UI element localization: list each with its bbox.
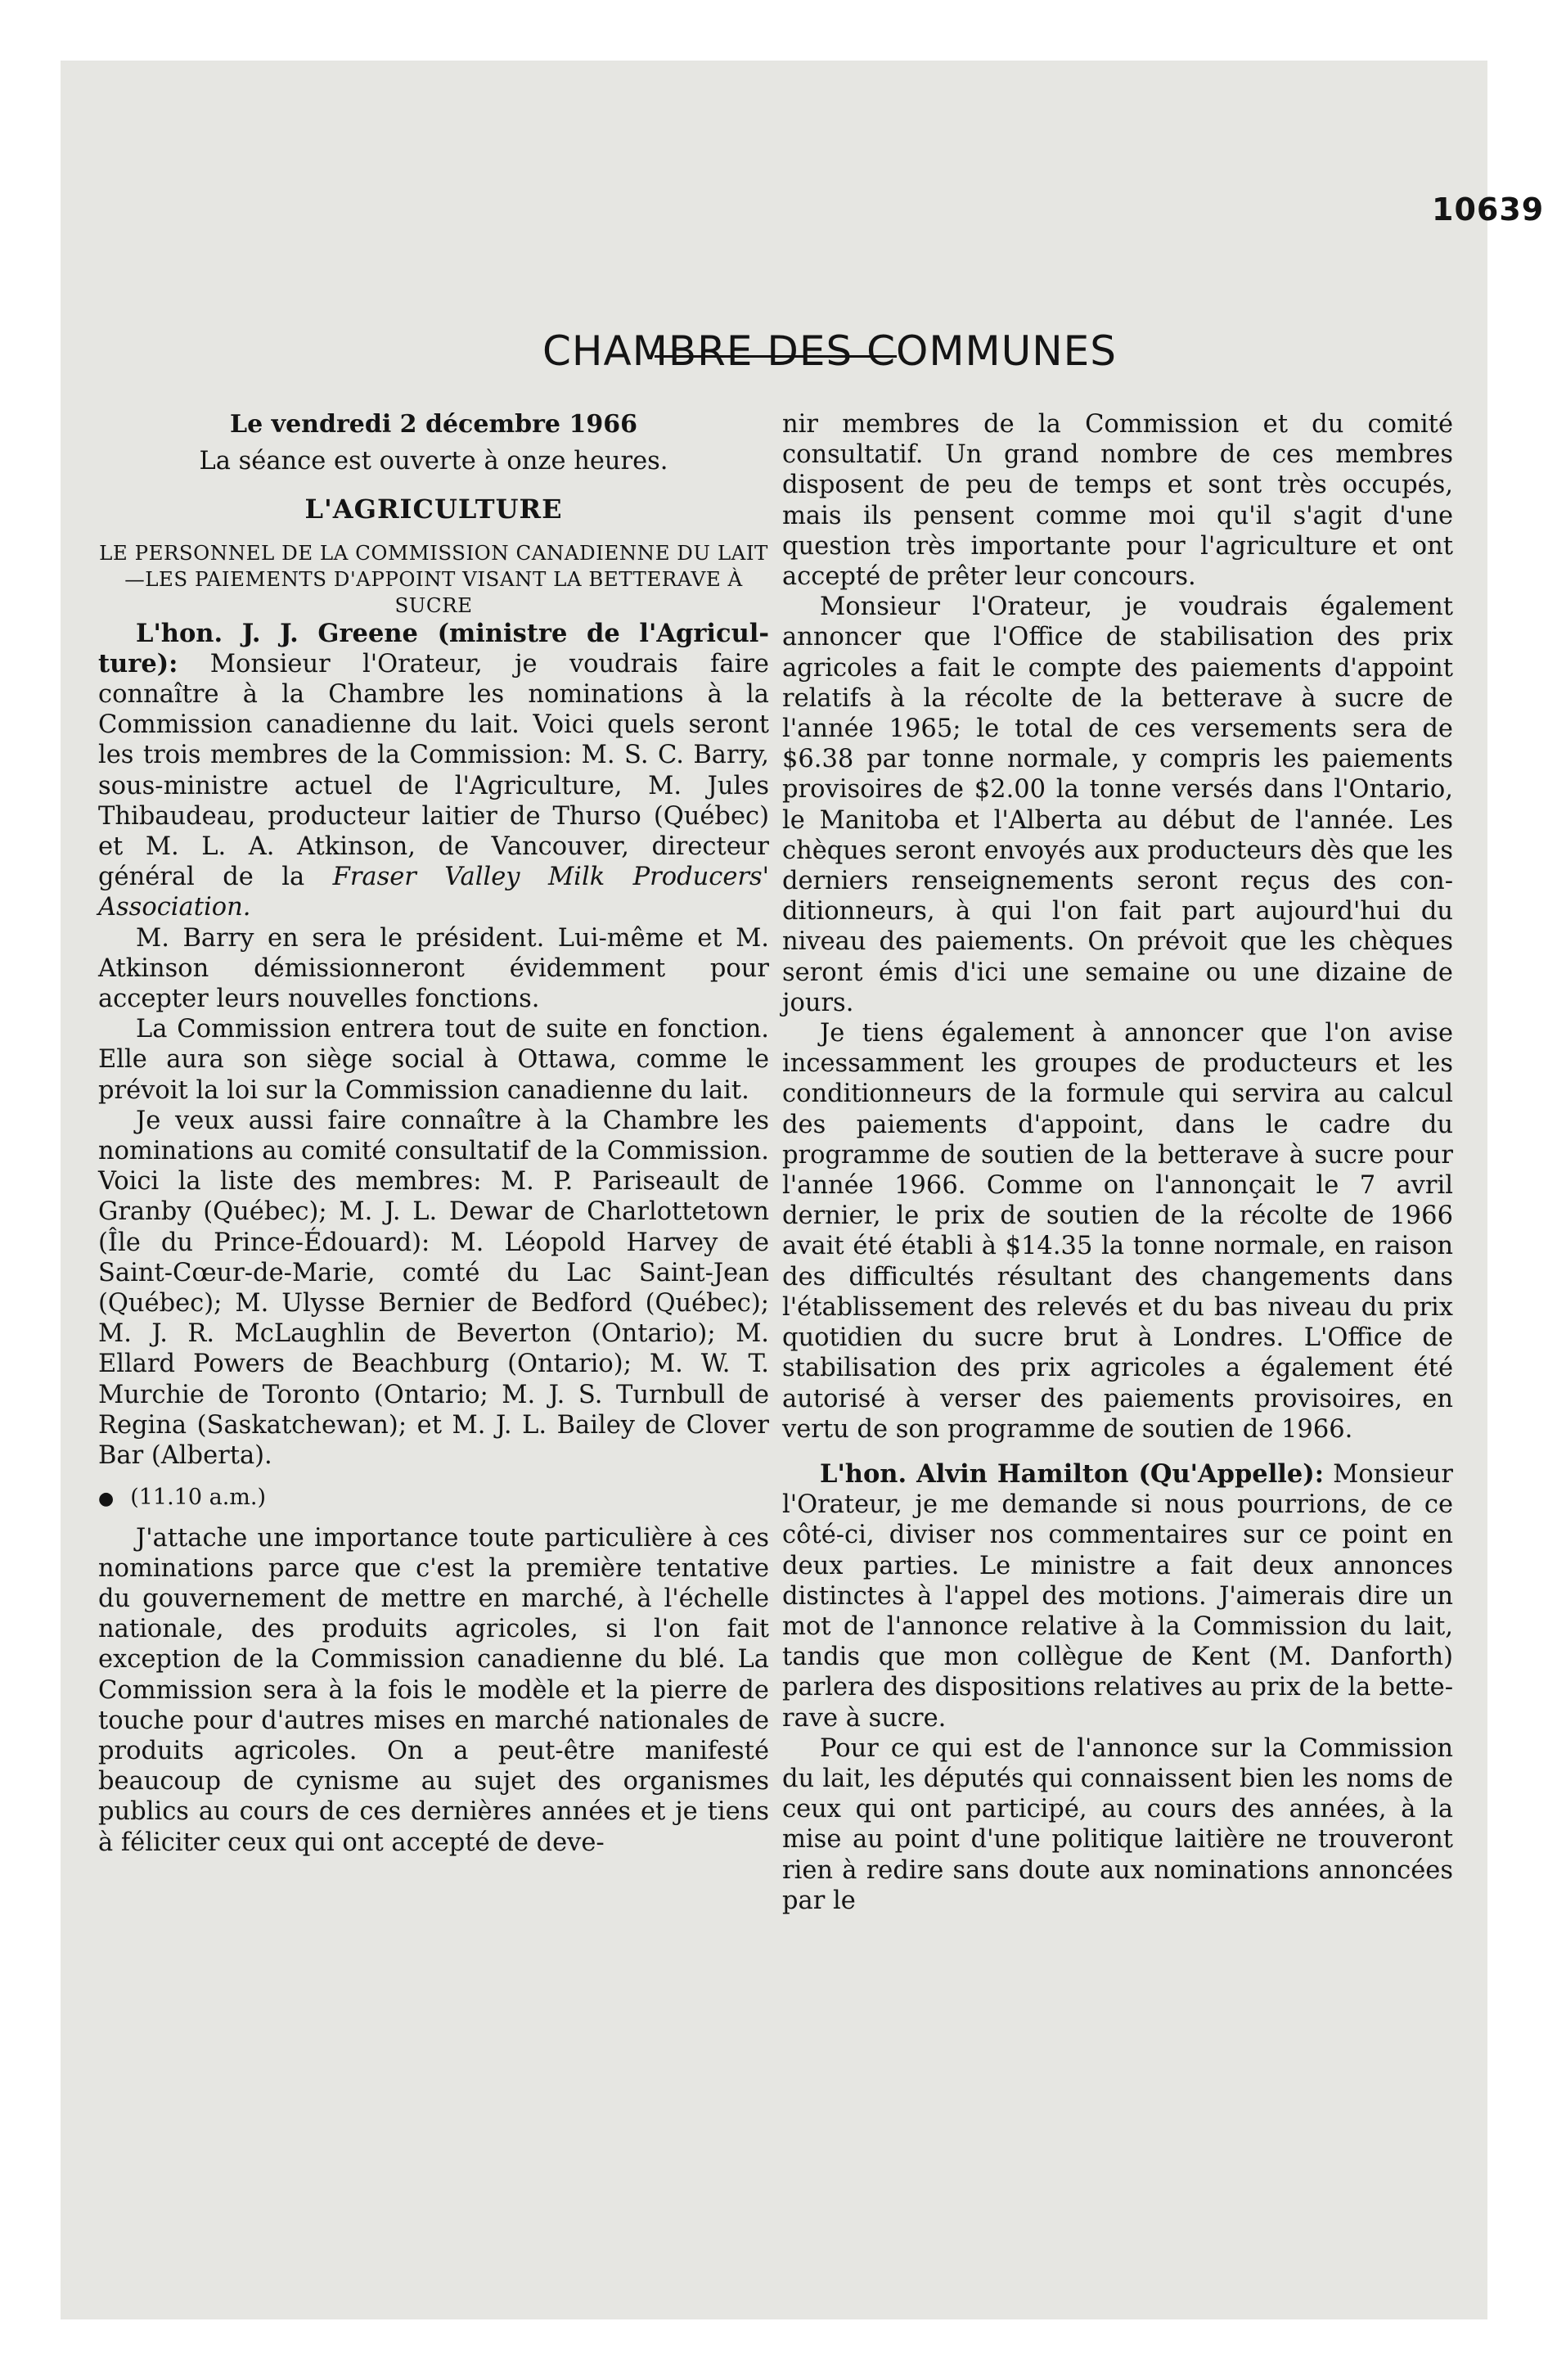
- masthead-title: CHAMBRE DES COMMUNES: [542, 327, 1117, 375]
- association-name: Fraser Valley Milk Producers' Association.: [98, 863, 769, 922]
- section-subheading: LE PERSONNEL DE LA COMMISSION CANADIENNE DU LAIT—LES PAIEMENTS D'APPOINT VISANT LA BETTERAVE À SUCRE: [99, 540, 768, 617]
- paragraph-text: Monsieur l'Orateur, je voudrais faire connaître à la Chambre les nominations à la Commission canadienne du lait. Voici quels seront les trois membres de la Commission: M. S. C. Barry, sous-ministre actuel de l'Agriculture, M. Jules Thibaudeau, producteur laitier de Thurso (Québec) et M. L. A. Atkinson, de Vancouver, directeur général de la: [98, 649, 769, 892]
- speech-paragraph: Je tiens également à annoncer que l'on avise incessamment les groupes de producteurs et les conditionneurs de la formule qui servira au calcul des paiements d'appoint, dans le cadre du programme de soutien de la betterave à sucre pour l'année 1966. Comme on l'annonçait le 7 avril dernier, le prix de soutien de la récolte de 1966 avait été établi à $14.35 la tonne normale, en raison des difficultés résultant des changements dans l'établissement des relevés et du bas niveau du prix quotidien du sucre brut à Londres. L'Office de stabilisation des prix agricoles a également été autorisé à verser des paiements provisoires, en vertu de son programme de soutien de 1966.: [782, 1019, 1453, 1444]
- page-number: 10639: [1432, 192, 1545, 228]
- paragraph-text: Monsieur l'Orateur, je me demande si nous pourrions, de ce côté-ci, diviser nos commentaires sur ce point en deux parties. Le ministre a fait deux annonces distinctes à l'appel des motions. J'aimerais dire un mot de l'annonce relative à la Commission du lait, tandis que mon collègue de Kent (M. Danforth) parlera des dispositions relatives au prix de la betterave à sucre.: [782, 1459, 1453, 1733]
- speech-paragraph: [782, 1459, 1453, 1733]
- speaker-name: L'hon. J. J. Greene (ministre de l'Agriculture):: [98, 618, 769, 678]
- time-stamp-text: (11.10 a.m.): [130, 1485, 267, 1511]
- speech-paragraph: [98, 619, 769, 923]
- speaker-name: L'hon. Alvin Hamilton (Qu'Appelle):: [820, 1458, 1324, 1489]
- speech-paragraph: nir membres de la Commission et du comité consultatif. Un grand nombre de ces membres disposent de peu de temps et sont très occupés, mais ils pensent comme moi qu'il s'agit d'une question très importante pour l'agriculture et ont accepté de prêter leur concours.: [782, 410, 1453, 592]
- speech-paragraph: La Commission entrera tout de suite en fonction. Elle aura son siège social à Ottawa, comme le prévoit la loi sur la Commission canadienne du lait.: [98, 1015, 769, 1105]
- right-column: [782, 409, 1453, 1916]
- left-column: [98, 409, 769, 1858]
- time-stamp: [98, 1482, 769, 1514]
- bullet-icon: ●: [98, 1489, 115, 1510]
- sitting-date: Le vendredi 2 décembre 1966: [230, 410, 637, 439]
- masthead-rule: [655, 355, 897, 358]
- speech-paragraph: Pour ce qui est de l'annonce sur la Commission du lait, les députés qui connaissent bien les noms de ceux qui ont participé, au cours des années, à la mise au point d'une politique laitière ne trouveront rien à redire sans doute aux nominations annoncées par le: [782, 1733, 1453, 1915]
- sitting-opening: La séance est ouverte à onze heures.: [199, 447, 668, 476]
- section-heading: L'AGRICULTURE: [304, 494, 563, 525]
- speech-paragraph: M. Barry en sera le président. Lui-même et M. Atkinson démissionneront évidemment pour accepter leurs nouvelles fonctions.: [98, 923, 769, 1014]
- speech-paragraph: Je veux aussi faire connaître à la Chambre les nominations au comité consultatif de la Commission. Voici la liste des membres: M. P. Pariseault de Granby (Québec); M. J. L. Dewar de Charlottetown (Île du Prince-Édouard): M. Léopold Harvey de Saint-Cœur-de-Marie, comté du Lac Saint-Jean (Québec); M. Ulysse Bernier de Bedford (Québec); M. J. R. McLaughlin de Beverton (Ontario); M. Ellard Powers de Beachburg (Ontario); M. W. T. Murchie de Toronto (Ontario; M. J. S. Turnbull de Regina (Saskatchewan); et M. J. L. Bailey de Clover Bar (Alberta).: [98, 1106, 769, 1471]
- speech-paragraph: J'attache une importance toute particulière à ces nominations parce que c'est la première tentative du gouvernement de mettre en marché, à l'échelle nationale, des produits agricoles, si l'on fait exception de la Commission canadienne du blé. La Commission sera à la fois le modèle et la pierre de touche pour d'autres mises en marché nationales de produits agricoles. On a peut-être manifesté beaucoup de cynisme au sujet des organismes publics au cours de ces dernières années et je tiens à féliciter ceux qui ont accepté de deve-: [98, 1523, 769, 1857]
- speech-paragraph: Monsieur l'Orateur, je voudrais également annoncer que l'Office de stabilisation des prix agricoles a fait le compte des paiements d'appoint relatifs à la récolte de la betterave à sucre de l'année 1965; le total de ces versements sera de $6.38 par tonne normale, y compris les paiements provisoires de $2.00 la tonne versés dans l'Ontario, le Manitoba et l'Alberta au début de l'année. Les chèques seront envoyés aux producteurs dès que les derniers renseignements seront reçus des conditionneurs, à qui l'on fait part aujourd'hui du niveau des paiements. On prévoit que les chèques seront émis d'ici une semaine ou une dizaine de jours.: [782, 593, 1453, 1017]
